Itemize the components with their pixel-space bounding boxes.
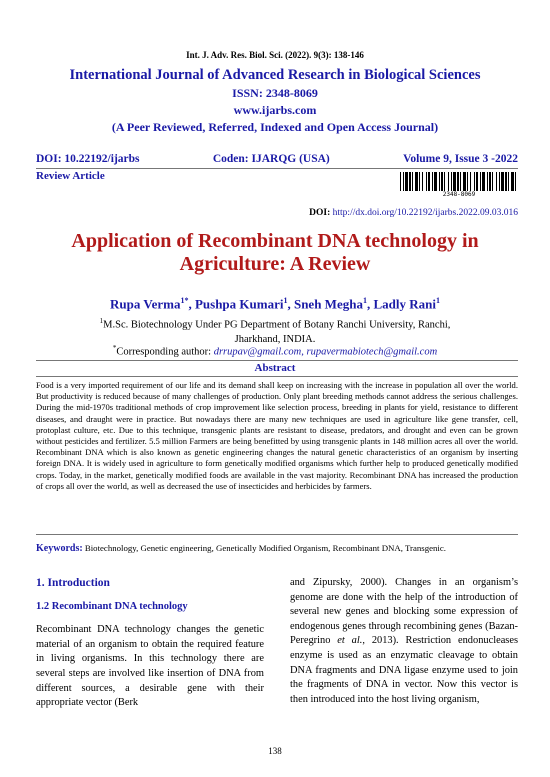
article-doi <box>309 208 518 218</box>
article-type: Review Article <box>36 170 105 182</box>
journal-volume: Volume 9, Issue 3 -2022 <box>403 153 518 165</box>
paper-title-line-2: Agriculture: A Review <box>179 253 371 275</box>
affiliation <box>60 314 490 347</box>
body-paragraph-right-2: , 2013). Restriction endonucleases enzyme is used as an enzymatic cleavage to obtain DNA fragments and DNA ligase enzyme used to join the fragments of DNA in vector. Now this vector is then introduced into the host living organism, <box>290 635 519 705</box>
author-sup: 1 <box>435 296 440 305</box>
abstract-divider-top <box>36 360 518 361</box>
author-name: Pushpa Kumari <box>194 296 284 312</box>
corresponding-label: Corresponding author: <box>116 346 214 358</box>
keywords-label: Keywords: <box>36 543 83 554</box>
journal-issn: ISSN: 2348-8069 <box>232 86 318 100</box>
barcode-number: 2348-8069 <box>442 191 476 198</box>
paper-title <box>40 230 510 276</box>
article-doi-link[interactable]: http://dx.doi.org/10.22192/ijarbs.2022.09.03.016 <box>332 208 518 218</box>
journal-website[interactable]: www.ijarbs.com <box>233 103 317 117</box>
author-sup: 1 <box>283 296 288 305</box>
abstract-text: Food is a very imported requirement of our life and its demand shall keep on increasing with the increase in population all over the world. But productivity is reduced because of many challenges of production. Only plant breeding methods cannot address the serious challenges. During the mid-1970s traditional methods of crop improvement like selection process, breeding in plants for yield, resistance to different diseases, and draught were in practice. But nowadays there are many new techniques are used in agriculture like gene transfer, cell, protoplast culture, etc. Due to this technique, transgenic plants are resistant to disease, predators, and drought and even can be grown without pesticides and fertilizer. 5.5 million Farmers are being benefitted by using transgenic plants in 148 million acres all over the world. Recombinant DNA which is also known as genetic engineering changes the natural genetic characteristics of an organism by inserting foreign DNA. It is widely used in agriculture to form genetically modified organisms which further help to produced genetically modified crops. Today, in the market, genetically modified foods are available in the vast majority. Recombinant DNA has increased the production of crops all over the world, as well as decreased the use of insecticides and herbicides by farmers. <box>36 380 518 491</box>
abstract-divider-mid <box>36 376 518 377</box>
corresponding-emails[interactable]: drrupav@gmail.com, rupavermabiotech@gmail.com <box>213 346 438 358</box>
journal-header <box>0 66 550 136</box>
author-name: Rupa Verma <box>110 296 181 312</box>
affiliation-line-1: M.Sc. Biotechnology Under PG Department of Botany Ranchi University, Ranchi, <box>103 319 451 331</box>
affiliation-sup: 1 <box>99 317 104 325</box>
header-divider <box>36 168 518 169</box>
author-sup: 1* <box>180 296 189 305</box>
body-paragraph-left: Recombinant DNA technology changes the genetic material of an organism to obtain the required feature in living organisms. In this technology there are several steps are involved like insertion of DNA from different sources, a desirable gene with their appropriate vector (Berk <box>36 624 264 709</box>
journal-review-type: (A Peer Reviewed, Referred, Indexed and Open Access Journal) <box>111 120 439 134</box>
keywords <box>36 543 518 554</box>
body-column-left <box>36 576 264 711</box>
author-sup: 1 <box>362 296 367 305</box>
affiliation-line-2: Jharkhand, INDIA. <box>234 333 316 345</box>
keywords-text: Biotechnology, Genetic engineering, Genetically Modified Organism, Recombinant DNA, Transgenic. <box>82 543 446 553</box>
author-name: Ladly Rani <box>373 296 436 312</box>
abstract-divider-bottom <box>36 534 518 535</box>
section-heading: 1. Introduction <box>36 577 110 589</box>
body-column-right <box>290 576 518 707</box>
barcode <box>400 172 518 198</box>
paper-title-line-1: Application of Recombinant DNA technology in <box>71 230 479 252</box>
article-doi-label: DOI: <box>309 208 331 218</box>
body-paragraph-right-1: and Zipursky, 2000). Changes in an organism’s genome are done with the help of the introduction of several new genes and blocking some expression of endogenous genes through recombining genes (Bazan-Peregrino <box>290 577 518 647</box>
journal-doi: DOI: 10.22192/ijarbs <box>36 153 140 165</box>
running-head: Int. J. Adv. Res. Biol. Sci. (2022). 9(3): 138-146 <box>186 50 364 60</box>
journal-title: International Journal of Advanced Research in Biological Sciences <box>69 67 481 83</box>
corresponding-sup: * <box>112 344 117 352</box>
barcode-icon <box>400 172 518 191</box>
abstract-heading: Abstract <box>254 362 296 374</box>
journal-info-row <box>36 153 518 165</box>
corresponding-author <box>0 344 550 358</box>
body-etal: et al. <box>337 635 363 647</box>
page-number: 138 <box>268 746 282 756</box>
subsection-heading: 1.2 Recombinant DNA technology <box>36 600 188 612</box>
author-list: Rupa Verma$^{1*}$, Pushpa Kumari$^1$, Sneh Megha$^1$, Ladly Rani$^1$ <box>110 296 440 312</box>
journal-coden: Coden: IJARQG (USA) <box>212 153 330 165</box>
author-name: Sneh Megha <box>293 296 363 312</box>
